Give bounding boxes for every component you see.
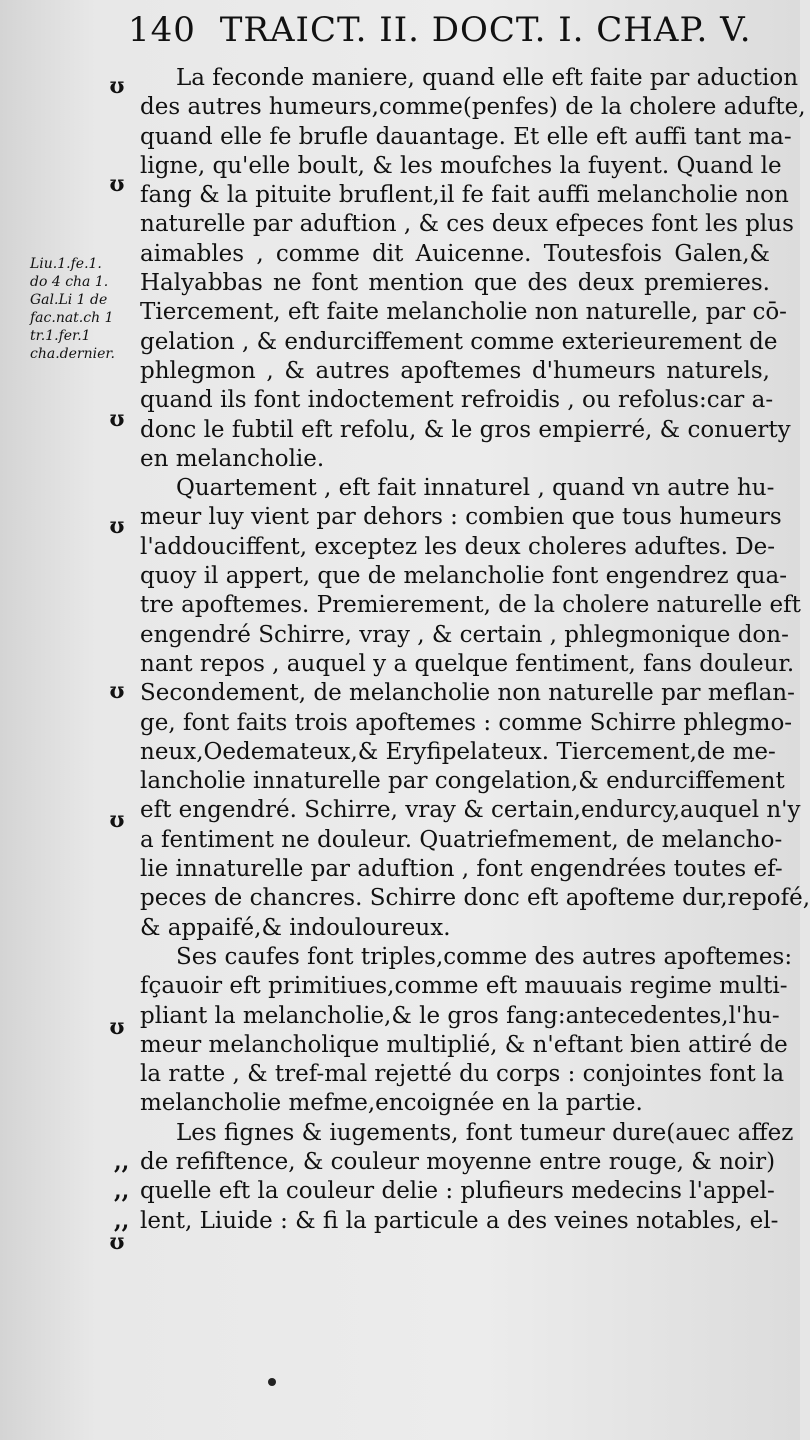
text-line: la ratte , & tref-mal rejetté du corps : conjointes font la [140,1061,785,1088]
text-line: engendré Schirre, vray , & certain , phlegmonique don- [140,621,789,648]
margin-note: tr.1.fer.1 [30,328,91,344]
text-line: des autres humeurs,comme(penfes) de la cholere adufte, [140,94,806,121]
text-line: lancholie innaturelle par congelation,& endurciffement [140,768,785,795]
text-line: ge, font faits trois apoftemes : comme Schirre phlegmo- [140,709,793,736]
text-line: Halyabbas ne font mention que des deux premieres. [140,270,770,297]
text-line: Les fignes & iugements, font tumeur dure(auec affez [176,1119,794,1146]
text-line: lie innaturelle par aduftion , font engendrées toutes ef- [140,856,783,883]
quote-mark: ,, [114,1178,130,1205]
text-line: melancholie mefme,encoignée en la partie. [140,1090,643,1117]
text-line: quand ils font indoctement refroidis , ou refolus:car a- [140,387,774,414]
text-line: lent, Liuide : & fi la particule a des veines notables, el- [140,1207,779,1234]
running-header [128,10,768,50]
text-line: gelation , & endurciffement comme exterieurement de [140,328,778,355]
fleuron-icon: ʊ [109,1229,125,1255]
text-line: Secondement, de melancholie non naturelle par meflan- [140,680,795,707]
text-line-quoted [114,1207,779,1236]
text-line: en melancholie. [140,445,325,472]
text-line: donc le fubtil eft refolu, & le gros empierré, & conuerty [140,416,791,443]
body-text [114,64,810,1236]
running-title: TRAICT. II. DOCT. I. CHAP. V. [219,10,752,50]
fleuron-icon: ʊ [109,406,125,432]
text-line: quand elle fe brufle dauantage. Et elle eft auffi tant ma- [140,123,792,150]
fleuron-icon: ʊ [109,807,125,833]
text-line: fang & la pituite bruflent,il fe fait auffi melancholie non [140,182,789,209]
margin-notes [30,255,150,363]
text-line: peces de chancres. Schirre donc eft apofteme dur,repofé, [140,885,810,912]
quote-mark: ,, [114,1207,130,1234]
margin-note: cha.dernier. [30,346,115,362]
text-line: quelle eft la couleur delie : plufieurs medecins l'appel- [140,1178,775,1205]
text-line: ligne, qu'elle boult, & les moufches la fuyent. Quand le [140,152,782,179]
text-line: & appaifé,& indouloureux. [140,914,451,941]
fleuron-icon: ʊ [109,171,125,197]
fleuron-icon: ʊ [109,1014,125,1040]
margin-note: Liu.1.fe.1. [30,256,102,272]
text-line: Quartement , eft fait innaturel , quand vn autre hu- [176,475,775,502]
text-line: pliant la melancholie,& le gros fang:antecedentes,l'hu- [140,1002,780,1029]
text-line: La feconde maniere, quand elle eft faite par aduction [176,65,799,91]
fleuron-icon: ʊ [109,513,125,539]
text-line: naturelle par aduftion , & ces deux efpeces font les plus [140,211,794,238]
text-line: eft engendré. Schirre, vray & certain,endurcy,auquel n'y [140,797,801,824]
text-line: meur melancholique multiplié, & n'eftant bien attiré de [140,1031,788,1058]
text-line: tre apoftemes. Premierement, de la cholere naturelle eft [140,592,801,619]
text-line-quoted [114,1148,776,1177]
text-line: Tiercement, eft faite melancholie non naturelle, par cō- [140,299,787,326]
page-number: 140 [128,10,196,50]
ink-dot [268,1378,276,1386]
quote-mark: ,, [114,1148,130,1175]
text-line: phlegmon , & autres apoftemes d'humeurs naturels, [140,357,770,384]
text-line: nant repos , auquel y a quelque fentiment, fans douleur. [140,650,795,677]
margin-note: fac.nat.ch 1 [30,310,114,326]
margin-note: do 4 cha 1. [30,274,109,290]
text-line: fçauoir eft primitiues,comme eft mauuais regime multi- [140,973,788,1000]
fleuron-icon: ʊ [109,678,125,704]
text-line-quoted [114,1177,775,1206]
text-line: de refiftence, & couleur moyenne entre rouge, & noir) [140,1148,776,1175]
fleuron-icon: ʊ [109,73,125,99]
text-line: a fentiment ne douleur. Quatriefmement, de melancho- [140,826,783,853]
text-line: neux,Oedemateux,& Eryfipelateux. Tiercement,de me- [140,738,776,765]
text-line: Ses caufes font triples,comme des autres apoftemes: [176,943,793,970]
text-line: l'addouciffent, exceptez les deux choleres aduftes. De- [140,533,776,560]
margin-note: Gal.Li 1 de [30,292,108,308]
text-line: meur luy vient par dehors : combien que tous humeurs [140,504,782,531]
text-line: quoy il appert, que de melancholie font engendrez qua- [140,563,787,590]
text-line: aimables , comme dit Auicenne. Toutesfois Galen,& [140,240,770,267]
